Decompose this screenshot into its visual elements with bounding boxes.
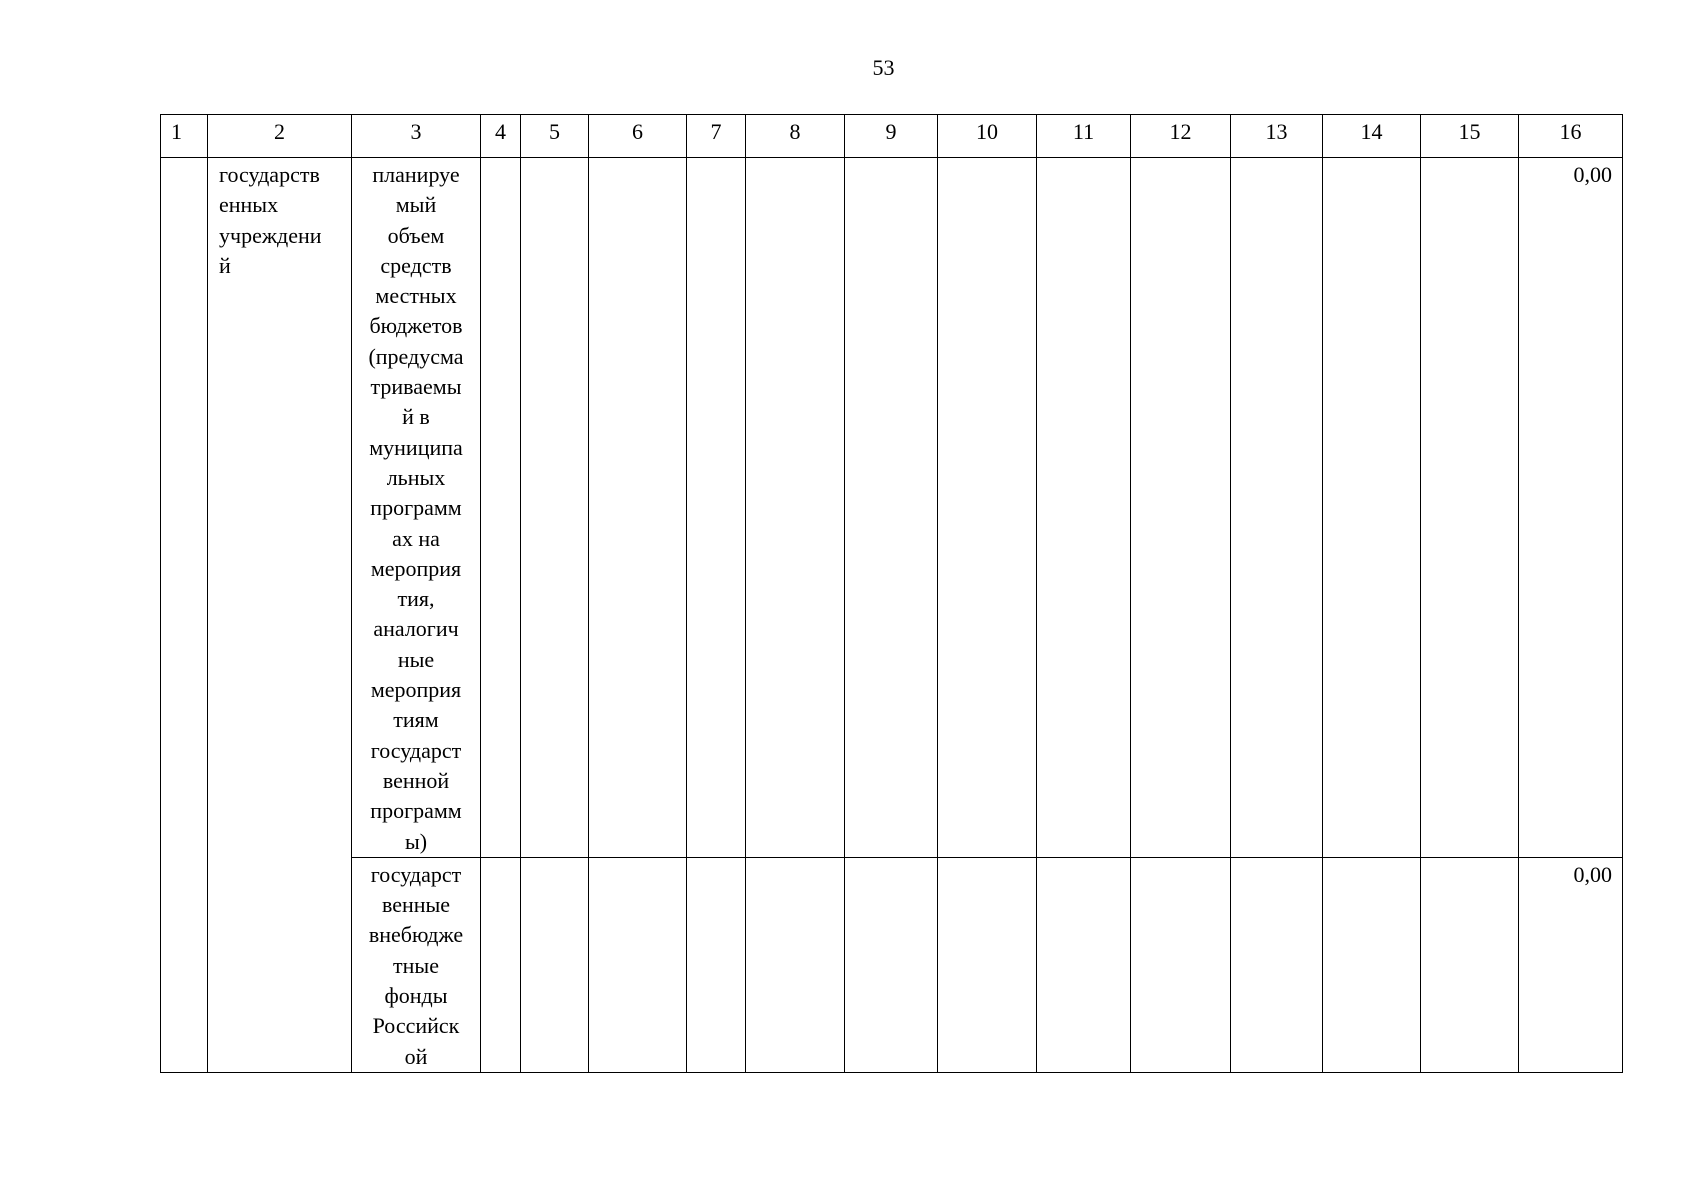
column-number-4: 4 — [481, 115, 521, 158]
text-line: средств — [380, 252, 452, 278]
institution-type-cell — [208, 158, 352, 1073]
text-line: планируе — [372, 162, 460, 187]
text-line: триваемы — [370, 374, 462, 400]
text-line: местных — [375, 283, 457, 309]
text-line: мероприя — [370, 555, 462, 581]
total-value-cell: 0,00 — [1519, 857, 1623, 1072]
text-line: учреждени — [219, 222, 322, 248]
text-line: енных — [219, 192, 279, 218]
text-line: программ — [370, 495, 462, 521]
text-line: ах на — [392, 525, 440, 551]
text-line: мый — [395, 192, 437, 218]
text-line: объем — [387, 222, 445, 248]
column-number-3: 3 — [352, 115, 481, 158]
text-line: государст — [370, 737, 462, 763]
text-line: венной — [382, 767, 450, 793]
column-number-13: 13 — [1231, 115, 1323, 158]
text-line: аналогич — [373, 616, 459, 642]
text-line: й в — [402, 404, 430, 430]
empty-cell — [1037, 158, 1131, 858]
text-line: тные — [393, 952, 439, 978]
empty-cell — [481, 158, 521, 858]
text-line: мероприя — [370, 677, 462, 703]
empty-cell — [521, 158, 589, 858]
text-line: внебюдже — [368, 922, 464, 948]
text-line: й — [219, 252, 231, 278]
text-line: тиям — [393, 707, 439, 733]
text-line: программ — [370, 798, 462, 824]
text-line: государст — [370, 861, 462, 887]
funding-source-cell — [352, 857, 481, 1072]
column-number-12: 12 — [1131, 115, 1231, 158]
empty-cell — [687, 857, 746, 1072]
empty-cell — [1131, 857, 1231, 1072]
empty-cell — [845, 158, 938, 858]
column-number-7: 7 — [687, 115, 746, 158]
row-number-cell — [161, 158, 208, 1073]
text-line: фонды — [384, 983, 448, 1009]
column-number-14: 14 — [1323, 115, 1421, 158]
text-line: венные — [381, 892, 451, 918]
total-value-cell: 0,00 — [1519, 158, 1623, 858]
budget-table — [160, 114, 1623, 1073]
text-line: ные — [397, 646, 435, 672]
text-line: тия, — [397, 586, 435, 612]
empty-cell — [1231, 158, 1323, 858]
text-line: муниципа — [369, 434, 463, 460]
empty-cell — [589, 857, 687, 1072]
column-number-10: 10 — [938, 115, 1037, 158]
empty-cell — [845, 857, 938, 1072]
column-number-8: 8 — [746, 115, 845, 158]
column-number-11: 11 — [1037, 115, 1131, 158]
empty-cell — [746, 857, 845, 1072]
text-line: государств — [219, 162, 320, 187]
empty-cell — [1421, 158, 1519, 858]
text-line: ой — [404, 1043, 428, 1069]
table-row — [161, 857, 1623, 1072]
empty-cell — [589, 158, 687, 858]
text-line: льных — [386, 464, 446, 490]
text-line: бюджетов — [369, 313, 463, 339]
table-header-row — [161, 115, 1623, 158]
table-row — [161, 158, 1623, 858]
empty-cell — [481, 857, 521, 1072]
column-number-9: 9 — [845, 115, 938, 158]
text-line: ы) — [404, 828, 428, 854]
empty-cell — [746, 158, 845, 858]
column-number-6: 6 — [589, 115, 687, 158]
empty-cell — [1421, 857, 1519, 1072]
empty-cell — [938, 857, 1037, 1072]
column-number-5: 5 — [521, 115, 589, 158]
column-number-16: 16 — [1519, 115, 1623, 158]
text-line: Российск — [372, 1013, 460, 1039]
column-number-1: 1 — [161, 115, 208, 158]
empty-cell — [1131, 158, 1231, 858]
empty-cell — [1231, 857, 1323, 1072]
column-number-15: 15 — [1421, 115, 1519, 158]
text-line: (предусма — [368, 343, 464, 369]
empty-cell — [687, 158, 746, 858]
empty-cell — [938, 158, 1037, 858]
funding-source-cell — [352, 158, 481, 858]
page-number: 53 — [872, 55, 895, 80]
empty-cell — [1323, 857, 1421, 1072]
empty-cell — [1323, 158, 1421, 858]
column-number-2: 2 — [208, 115, 352, 158]
empty-cell — [1037, 857, 1131, 1072]
empty-cell — [521, 857, 589, 1072]
